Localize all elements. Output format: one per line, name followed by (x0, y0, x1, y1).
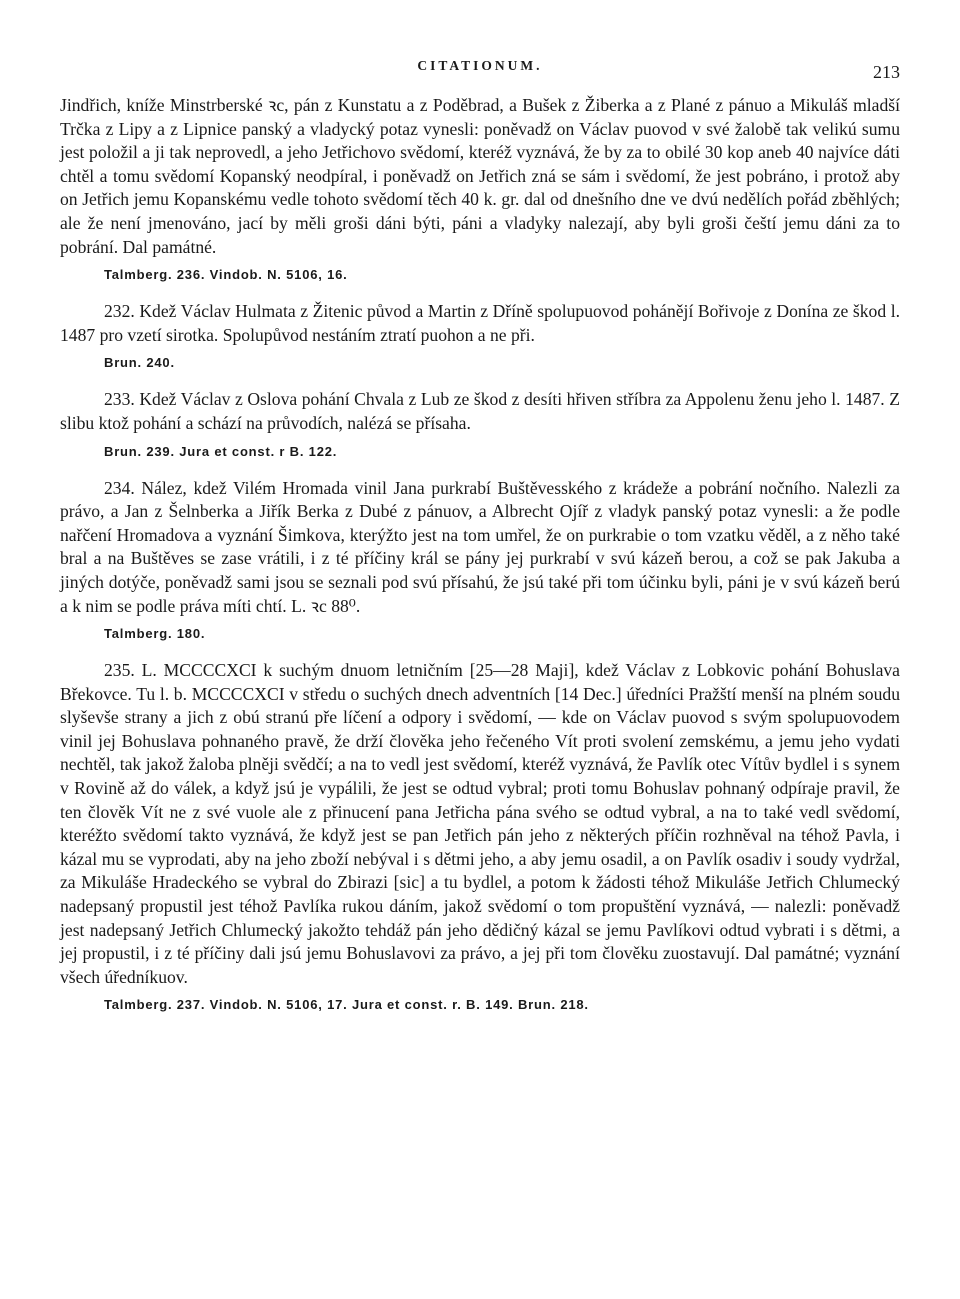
entry-text: Jindřich, kníže Minstrberské ꝛc, pán z Kunstatu a z Poděbrad, a Bušek z Žiberka a z Plané z pánuo a Mikuláš mladší Trčka z Lipy a z Lipnice panský a vladycký potaz vynesli: poněvadž on Václav puovod v své žalobě tak velikú sumu jest položil a ji tak neprovedl, a jeho Jetřichovo svědomí, kteréž vyznává, že by za to obilé 30 kop aneb 40 najvíce dáti chtěl a tomu svědomí Kopanský neodpíral, i poněvadž on Jetřich zná se sám i svědomí, že jest pobráno, i protož aby on Jetřich jemu Kopanskému vedle tohoto svědomí těch 40 k. gr. dal od dnešního dne ve dvú nedělích pořád zběhlých; ale že není jmenováno, jací by měli groši dáni býti, páni a vladyky nalezají, aby byli groši čeští jemu dáni za to pobrání. Dal památné. (60, 95, 900, 257)
source-reference: Talmberg. 236. Vindob. N. 5106, 16. (104, 267, 348, 283)
entry-text: 233. Kdež Václav z Oslova pohání Chvala z Lub ze škod z desíti hřiven stříbra za Appolenu ženu jeho l. 1487. Z slibu ktož pohání a schází na průvodích, nalézá se přísaha. (60, 389, 900, 433)
page-number: 213 (873, 62, 900, 82)
entry-233 (60, 388, 900, 460)
running-title: CITATIONUM. (417, 58, 543, 73)
source-reference: Talmberg. 180. (104, 626, 206, 642)
source-reference: Brun. 239. Jura et const. r B. 122. (104, 443, 338, 459)
entry-232 (60, 300, 900, 372)
entry-text: 234. Nález, kdež Vilém Hromada vinil Jana purkrabí Buštěvesského z krádeže a pobrání nočního. Nalezli za právo, a Jan z Šelnberka a Jiřík Berka z Dubé z pánuov, a Albrecht Ojíř z vladyk panský potaz vynesli: a že podle nařčení Hromadova a vyznání Šimkova, kterýžto jest na tom umřel, že on purkrabie o tom vzatku věděl, a z něho také bral a na Buštěves se zase vrátili, i z té příčiny král se pány jej purkrabí v svú kázeň berou, a což se pak Jakuba a jiných dotýče, poněvadž sami jsou se seznali pod svú přísahú, že jsú také při tom účinku byli, páni je v svú kázeň berú a k nim se podle práva míti chtí. L. ꝛc 88⁰. (60, 477, 900, 616)
entry-234 (60, 477, 900, 644)
source-reference: Brun. 240. (104, 355, 175, 371)
source-reference: Talmberg. 237. Vindob. N. 5106, 17. Jura et const. r. B. 149. Brun. 218. (104, 997, 589, 1013)
running-header (60, 54, 900, 94)
entry-text: 235. L. MCCCCXCI k suchým dnuom letničním [25—28 Maji], kdež Václav z Lobkovic pohání Bohuslava Břekovce. Tu l. b. MCCCCXCI v středu o suchých dnech adventních [14 Dec.] úředníci Pražští menší na plném soudu slyševše strany a jich z obú stranú pře líčení a odpory i svědomí, — kde on Václav puovod s svým spolupuovodem vinil jej Bohuslava pohnaného pravě, že drží člověka jeho řečeného Vít proti svolení zemskému, a jemu jeho vydati nechtěl, tak jakož žaloba plněji svědčí; a na to vedl jest svědomí, kteréž vyznává, že Pavlík otec Vítův bydlel i s synem v Rovině až do válek, a když jsú je vypálili, že jest se odtud vybral; proti tomu Bohuslav pohnaný odpíraje pravil, že ten člověk Vít ne z své vuole ale z přinucení pana Jetřicha pána svého se odtud vybral, a na to také vedl svědomí, kteréžto svědomí takto vyznává, že když jest se pan Jetřich pán jeho z některých příčin rozhněval na téhož Pavla, i kázal mu se vyprodati, aby na jeho zboží nebýval i s dětmi jeho, a aby jemu osadil, a on Pavlík osadiv i soudy vydržal, za Mikuláše Hradeckého se vybral do Zbirazi [sic] a tu bydlel, a potom k žádosti téhož Mikuláše Jetřich Chlumecký nadepsaný propustil jest téhož Pavlíka rukou dáním, jakož svědomí o tom propuštění vyznává, — nalezli: poněvadž jest nadepsaný Jetřich Chlumecký jakožto tehdáž pán jeho dědičný kázal se jemu Pavlíkovi odtud vybrati i s dětmi, a jej propustil, i z té příčiny dali jsú jemu Bohuslavovi za právo, a jej při tom člověku zuostavují. Dal památné; vyznání všech úředníkuov. (60, 660, 900, 987)
entry-continuation (60, 94, 900, 284)
entry-235 (60, 659, 900, 1014)
entry-text: 232. Kdež Václav Hulmata z Žitenic původ a Martin z Dříně spolupuovod pohánějí Bořivoje z Donína ze škod l. 1487 pro vzetí sirotka. Spolupůvod nestáním ztratí puohon a ne při. (60, 301, 900, 345)
